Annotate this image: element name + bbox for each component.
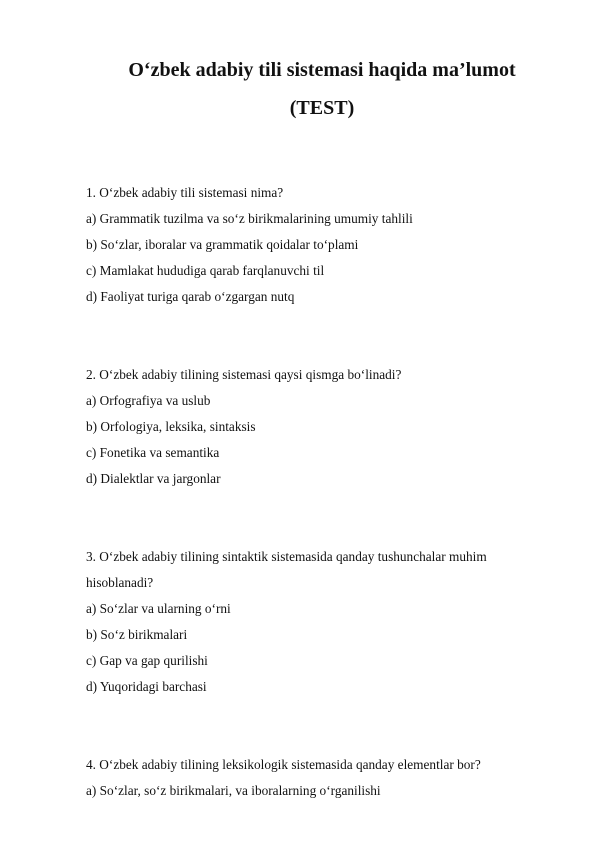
question-block-2: [86, 362, 556, 492]
question-text: 1. O‘zbek adabiy tili sistemasi nima?: [86, 185, 284, 200]
document-title: O‘zbek adabiy tili sistemasi haqida ma’lumot: [128, 59, 516, 81]
answer-option: c) Gap va gap qurilishi: [86, 653, 208, 668]
answer-option: a) Orfografiya va uslub: [86, 393, 211, 408]
question-text: 4. O‘zbek adabiy tilining leksikologik sistemasida qanday elementlar bor?: [86, 757, 481, 772]
spacer: [86, 310, 556, 362]
question-text: 3. O‘zbek adabiy tilining sintaktik sistemasida qanday tushunchalar muhim hisoblanadi?: [86, 549, 487, 590]
question-block-4: [86, 752, 556, 804]
answer-option: d) Dialektlar va jargonlar: [86, 471, 221, 486]
question-text: 2. O‘zbek adabiy tilining sistemasi qaysi qismga bo‘linadi?: [86, 367, 402, 382]
answer-option: b) So‘z birikmalari: [86, 627, 188, 642]
answer-option: d) Yuqoridagi barchasi: [86, 679, 207, 694]
question-block-3: [86, 544, 556, 700]
answer-option: b) So‘zlar, iboralar va grammatik qoidalar to‘plami: [86, 237, 359, 252]
answer-option: d) Faoliyat turiga qarab o‘zgargan nutq: [86, 289, 295, 304]
answer-option: c) Mamlakat hududiga qarab farqlanuvchi til: [86, 263, 325, 278]
questions-list: [86, 180, 556, 804]
document-subtitle: (TEST): [289, 97, 355, 119]
spacer: [86, 492, 556, 544]
spacer: [86, 700, 556, 752]
answer-option: c) Fonetika va semantika: [86, 445, 220, 460]
answer-option: a) Grammatik tuzilma va so‘z birikmalarining umumiy tahlili: [86, 211, 413, 226]
answer-option: a) So‘zlar va ularning o‘rni: [86, 601, 231, 616]
answer-option: a) So‘zlar, so‘z birikmalari, va iboralarning o‘rganilishi: [86, 783, 381, 798]
question-block-1: [86, 180, 556, 310]
answer-option: b) Orfologiya, leksika, sintaksis: [86, 419, 256, 434]
